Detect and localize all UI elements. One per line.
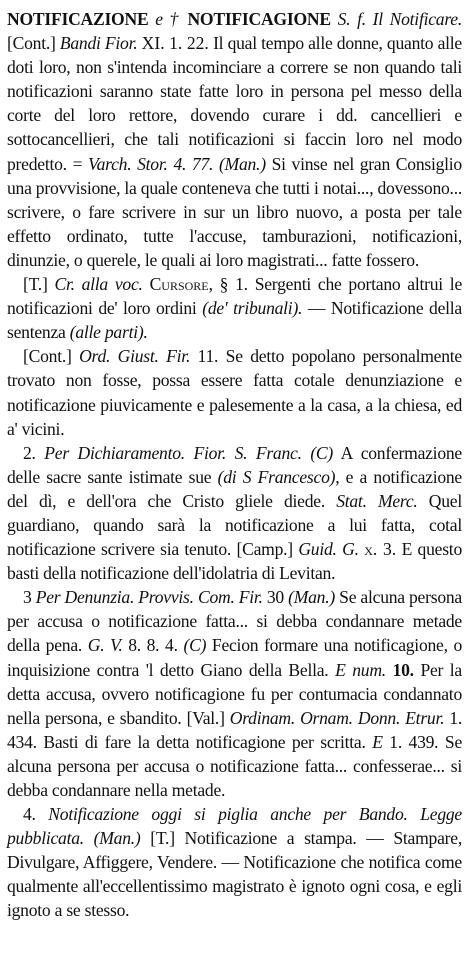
sense-text-2: Notificazione della sentenza xyxy=(7,298,462,343)
sense-text: Notificazione a stampa. xyxy=(184,828,357,849)
citation-source: (Man.) xyxy=(93,828,141,849)
citation-quote-2: Si vinse nel gran Consiglio una provvisione, la quale conteneva che tutti i notai..., dovessono... scrivere, o fare scrivere in sur un libro nuovo, a posta per tale effetto ordinato, tutte l'accuse, tamburazioni, notificazioni, dinunzie, o querele, le quali ai loro magistrati... fatte fossero. xyxy=(7,153,462,270)
citation-quote-4: Basti di fare la detta notificagione per scritta. xyxy=(43,731,366,752)
citation-reference: Ord. Giust. Fir. xyxy=(79,346,191,367)
sense-label: Notificazione oggi si piglia anche per Bando. Legge pubblicata. xyxy=(7,804,462,849)
citation-quote: Se detto popolano personalmente trovato non fosse, possa essere fatta cotale denunziazione e notificazione piuvicamente e palesemente a la casa, a la chiesa, ed a' vicini. xyxy=(7,346,462,439)
citation-locator-2: 8. 8. 4. xyxy=(128,635,178,656)
citation-locator-5: 1. 439. xyxy=(389,731,439,752)
dash: — xyxy=(307,298,326,319)
citation-locator-3: 10. xyxy=(392,659,414,680)
entry-gloss: Il Notificare. xyxy=(372,9,462,29)
variant-joiner: e † xyxy=(155,9,181,29)
citation-locator-2: 4. 77. xyxy=(173,153,214,174)
citation-reference-3: E num. xyxy=(335,659,386,680)
citation-source-3: [Camp.] xyxy=(236,539,293,560)
dash-2: — xyxy=(221,852,239,873)
sense-label: Per Denunzia. xyxy=(35,587,135,608)
sense-label: Per Dichiaramento. xyxy=(44,442,185,463)
citation-reference-3: Guid. G. xyxy=(298,539,359,560)
citation-quote-2: Fecion formare una notificagione, o inquisizione contra 'l detto Giano della Bella. xyxy=(7,635,463,680)
sense-number: 2. xyxy=(23,442,36,463)
citation-source: (Man.) xyxy=(288,587,335,608)
grammar-label: S. f. xyxy=(337,9,366,29)
sense-number: 4. xyxy=(23,804,36,825)
citation-quote-b: , e a notificazione del dì, e dell'ora che Cristo gliele diede. xyxy=(7,466,462,511)
citation-reference-5: E xyxy=(372,731,383,752)
sense-text-2: Notificazione che notifica come qualmente all'eccellentissimo magistrato è ignoto ogni cosa, e egli ignoto a se stesso. xyxy=(7,852,462,921)
sense-text: Sergenti che portano altrui le notificazioni de' loro ordini xyxy=(7,274,463,319)
citation-quote-5: Se alcuna persona per accusa o notificazione fatta... confesserae... si debba condannare nella metade. xyxy=(7,731,462,800)
sense-gloss-2: (alle parti). xyxy=(69,322,148,343)
citation-quote-3: Per la detta accusa, ovvero notificagione fu per contumacia condannato nella persona, e sbandito. xyxy=(7,659,462,728)
citation-source: [Cont.] xyxy=(7,33,56,54)
citation-marker-2: (C) xyxy=(183,635,207,656)
citation-quote: Il qual tempo alle donne, quanto alle doti loro, non s'intenda incominciare a correre se non quando tali notificazioni saranno state fatte loro in persona pel messo della corte del loro rettore, dovendo curare i dd. cancellieri e sottocancellieri, che tali notificazioni si faccin loro nel modo predetto. xyxy=(7,33,462,174)
dash: — xyxy=(366,828,384,849)
crossref-word: Cursore xyxy=(149,274,209,295)
citation-reference: Fior. S. Franc. xyxy=(193,442,302,463)
crossref: Cr. alla voc. xyxy=(54,274,143,295)
sense-4-paragraph xyxy=(7,802,462,922)
citation-quote-a: A confermazione delle sacre sante istimate sue xyxy=(7,442,462,487)
crossref-section: , § 1. xyxy=(208,274,248,295)
headword: NOTIFICAZIONE xyxy=(7,9,149,29)
synonyms: Stampare, Divulgare, Affiggere, Vendere. xyxy=(7,828,462,873)
citation-reference-2: Stat. Merc. xyxy=(336,490,418,511)
citation-reference-4: Ordinam. Ornam. Donn. Etrur. xyxy=(229,707,445,728)
citation-source: [Cont.] xyxy=(23,346,72,367)
sense-number: 3 xyxy=(23,587,32,608)
sense-3-paragraph xyxy=(7,585,462,802)
citation-locator: 30 xyxy=(266,587,284,608)
citation-locator-3: x. 3. xyxy=(364,539,397,560)
citation-reference: Bandi Fior. xyxy=(59,33,138,54)
citation-reference-2: G. V. xyxy=(87,635,123,656)
sense-tag: [T.] xyxy=(150,828,175,849)
citation-reference: Provvis. Com. Fir. xyxy=(138,587,263,608)
sense-tribunali-paragraph xyxy=(7,272,462,344)
entry-header-paragraph xyxy=(7,7,462,272)
citation-locator: XI. 1. 22. xyxy=(141,33,209,54)
citation-marker: (C) xyxy=(310,442,334,463)
sense-gloss: (de' tribunali). xyxy=(202,298,303,319)
citation-quote-2: Quel guardiano, quando sarà la notificazione a lui fatta, cotal notificazione scrivere sia tenuto. xyxy=(7,490,462,560)
sense-2-paragraph xyxy=(7,441,462,586)
sense-tag: [T.] xyxy=(23,274,48,295)
citation-source-2: (Man.) xyxy=(218,153,266,174)
headword-variant: NOTIFICAGIONE xyxy=(187,9,331,29)
citation-quote: Se alcuna persona per accusa o notificazione fatta... si debba condannare metade della pena. xyxy=(7,587,462,656)
ord-giust-paragraph xyxy=(7,344,462,440)
citation-locator: 11. xyxy=(197,346,219,367)
citation-locator-4: 1. 434. xyxy=(7,707,463,752)
citation-reference-2: Varch. Stor. xyxy=(88,153,168,174)
citation-source-4: [Val.] xyxy=(186,707,225,728)
citation-gloss-a: (di S Francesco) xyxy=(217,466,336,487)
equals-sign: = xyxy=(72,153,83,174)
citation-quote-3: E questo basti della notificazione dell'idolatria di Levitan. xyxy=(7,539,462,584)
